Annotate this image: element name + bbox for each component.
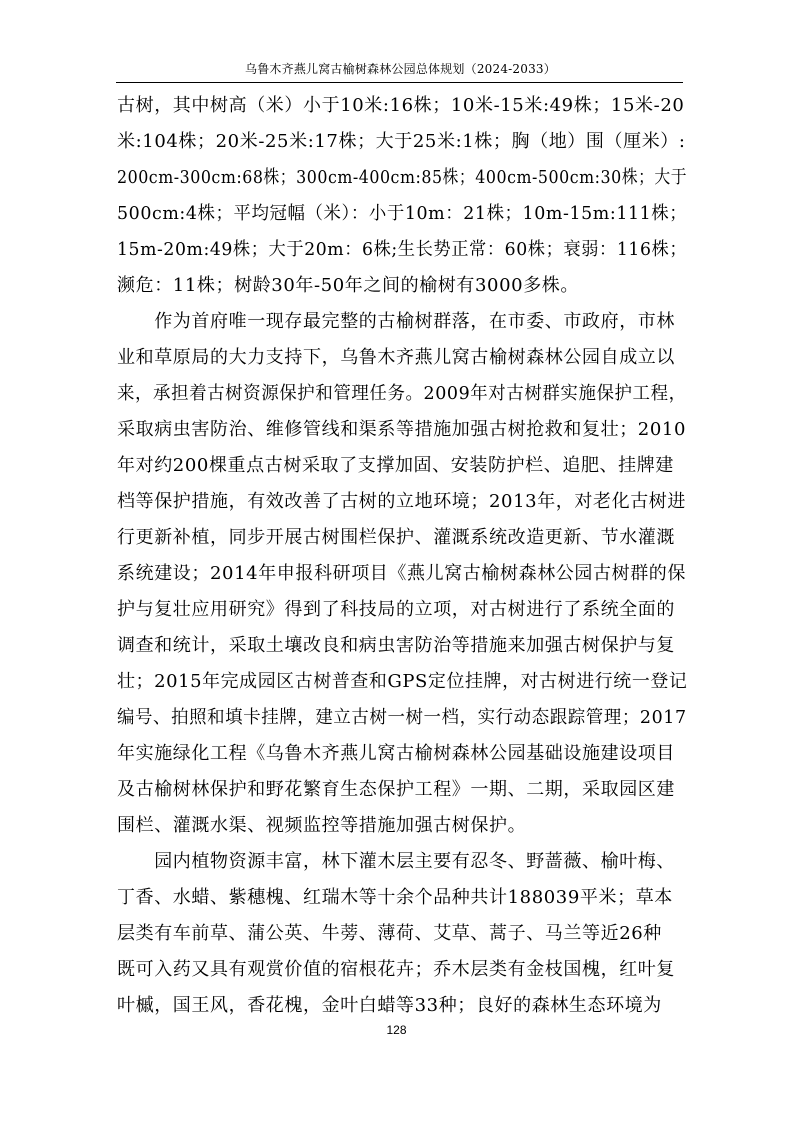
text-line: 叶槭，国王风，香花槐，金叶白蜡等33种；良好的森林生态环境为 [117, 995, 662, 1016]
text-line: 500cm:4株；平均冠幅（米）：小于10m：21株；10m-15m:111株； [117, 203, 688, 224]
text-line: 编号、拍照和填卡挂牌，建立古树一树一档，实行动态跟踪管理；2017 [117, 707, 687, 728]
text-line: 行更新补植，同步开展古树围栏保护、灌溉系统改造更新、节水灌溉 [117, 527, 675, 548]
text-line: 业和草原局的大力支持下，乌鲁木齐燕儿窝古榆树森林公园自成立以 [117, 347, 675, 368]
text-line: 15m-20m:49株；大于20m：6株;生长势正常：60株；衰弱：116株； [117, 239, 688, 260]
text-line: 米:104株；20米-25米:17株；大于25米:1株；胸（地）围（厘米）: [117, 131, 686, 152]
text-line: 作为首府唯一现存最完整的古榆树群落，在市委、市政府，市林 [117, 311, 675, 332]
text-line: 护与复壮应用研究》得到了科技局的立项，对古树进行了系统全面的 [117, 599, 675, 620]
text-line: 壮；2015年完成园区古树普查和GPS定位挂牌，对古树进行统一登记 [117, 671, 688, 692]
text-line: 古树，其中树高（米）小于10米:16株；10米-15米:49株；15米-20 [117, 95, 685, 116]
page-number: 128 [386, 1023, 407, 1037]
text-line: 调查和统计，采取土壤改良和病虫害防治等措施来加强古树保护与复 [117, 635, 675, 656]
text-line: 采取病虫害防治、维修管线和渠系等措施加强古树抢救和复壮；2010 [117, 419, 687, 440]
text-line: 层类有车前草、蒲公英、牛蒡、薄荷、艾草、蒿子、马兰等近26种 [117, 923, 662, 944]
text-line: 档等保护措施，有效改善了古树的立地环境；2013年，对老化古树进 [117, 491, 687, 512]
text-line: 丁香、水蜡、紫穗槐、红瑞木等十余个品种共计188039平米；草本 [117, 887, 673, 908]
text-line: 年实施绿化工程《乌鲁木齐燕儿窝古榆树森林公园基础设施建设项目 [117, 743, 675, 764]
text-line: 来，承担着古树资源保护和管理任务。2009年对古树群实施保护工程， [117, 383, 687, 404]
text-line: 系统建设；2014年申报科研项目《燕儿窝古榆树森林公园古树群的保 [117, 563, 687, 584]
text-line: 园内植物资源丰富，林下灌木层主要有忍冬、野蔷薇、榆叶梅、 [117, 851, 675, 872]
text-line: 濒危：11株；树龄30年-50年之间的榆树有3000多株。 [117, 275, 580, 296]
text-line: 围栏、灌溉水渠、视频监控等措施加强古树保护。 [117, 815, 527, 836]
running-header: 乌鲁木齐燕儿窝古榆树森林公园总体规划（2024-2033） [245, 62, 556, 76]
text-line: 年对约200棵重点古树采取了支撑加固、安装防护栏、追肥、挂牌建 [117, 455, 674, 476]
text-line: 200cm-300cm:68株；300cm-400cm:85株；400cm-500cm:30株；大于 [117, 167, 688, 188]
header-rule [116, 82, 683, 83]
text-line: 及古榆树林保护和野花繁育生态保护工程》一期、二期，采取园区建 [117, 779, 675, 800]
text-line: 既可入药又具有观赏价值的宿根花卉；乔木层类有金枝国槐，红叶复 [117, 959, 675, 980]
